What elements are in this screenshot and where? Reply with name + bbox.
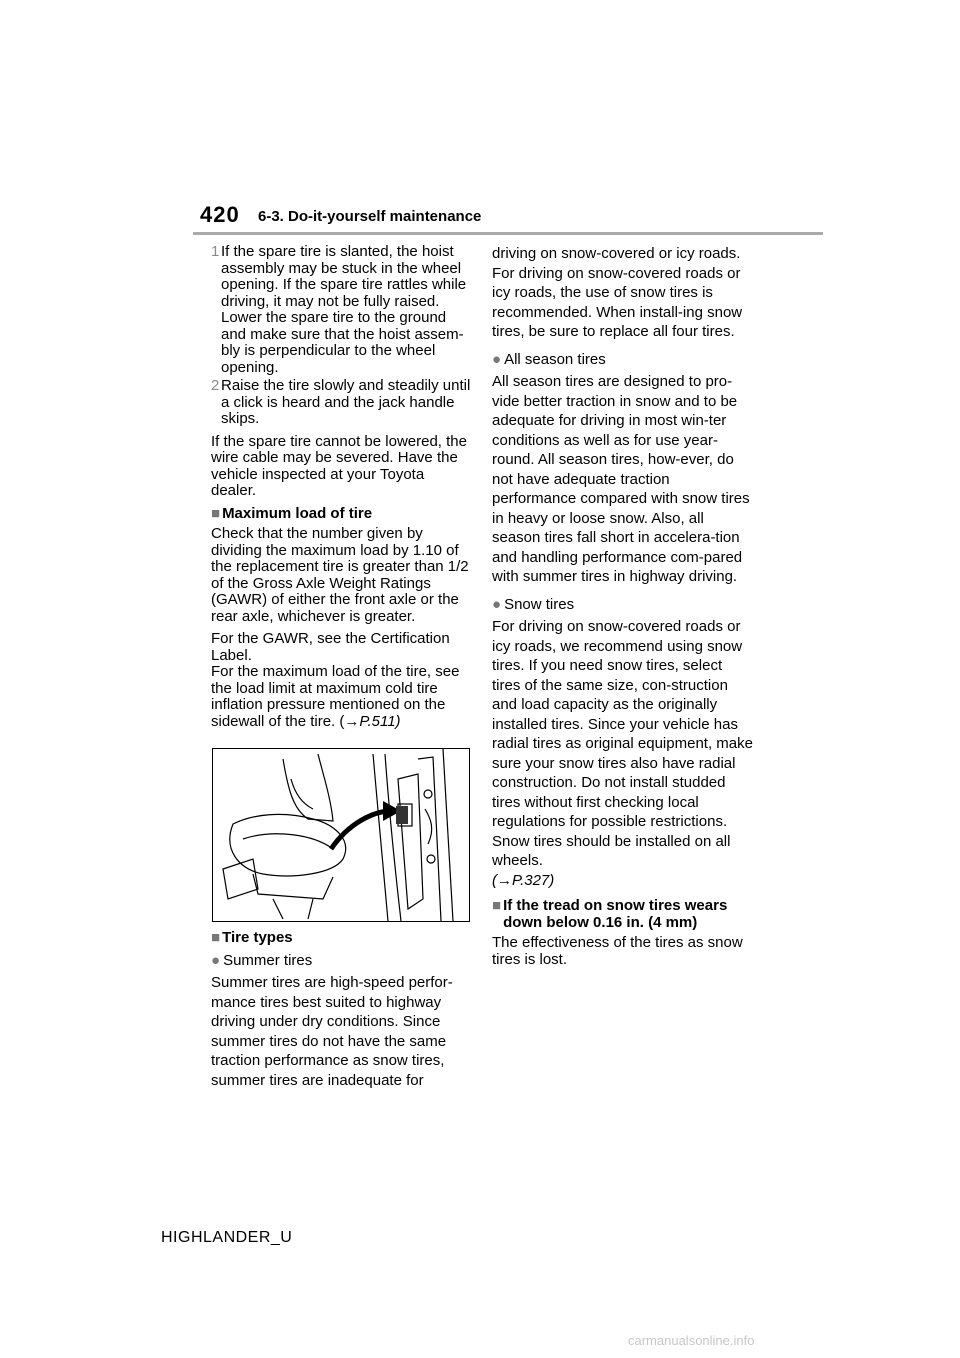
- door-pillar-label-illustration: [212, 748, 470, 922]
- summer-tires-bullet: [211, 951, 473, 971]
- max-load-paragraph-1: Check that the number given by dividing the maximum load by 1.10 of the replacement tire is greater than 1/2 of the Gross Axle Weight Ratings (GAWR) of either the front axle or the rear axle, whichever is greater.: [211, 525, 469, 625]
- numbered-item-1: [211, 244, 473, 376]
- bullet-text: All season tires: [504, 350, 606, 368]
- snow-tires-paragraph: [492, 617, 754, 890]
- summer-tires-continued: driving on snow-covered or icy roads. For driving on snow-covered roads or icy roads, the use of snow tires is recommended. When install-ing snow tires, be sure to replace all four tires.: [492, 245, 743, 340]
- page-reference-link[interactable]: →P.511): [344, 712, 401, 730]
- summer-tires-paragraph: Summer tires are high-speed perfor-mance tires best suited to highway driving under dry conditions. Since summer tires do not have the same traction performance as snow tires, summer tires are inadequate for: [211, 974, 453, 1089]
- item-number: 1: [211, 243, 220, 260]
- watermark: carmanualsonline.info: [628, 1333, 755, 1348]
- bullet-text: Summer tires: [223, 951, 313, 969]
- footer-model: HIGHLANDER_U: [161, 1229, 293, 1246]
- car-seat-door-illustration: [213, 749, 469, 921]
- all-season-tires-bullet: [492, 350, 754, 370]
- left-column: [211, 244, 473, 1096]
- page-reference-link[interactable]: (→P.327): [492, 871, 555, 889]
- section-title: 6-3. Do-it-yourself maintenance: [258, 208, 482, 225]
- round-bullet-icon: ●: [492, 350, 502, 368]
- heading-text: Tire types: [222, 929, 293, 946]
- item-text: Raise the tire slowly and steadily until a click is heard and the jack handle skips.: [221, 377, 471, 427]
- warning-paragraph: If the spare tire cannot be lowered, the wire cable may be severed. Have the vehicle inspected at your Toyota dealer.: [211, 432, 467, 499]
- item-text: If the spare tire is slanted, the hoist assembly may be stuck in the wheel opening. If the spare tire rattles while driving, it may not be fully raised. Lower the spare tire to the ground and make sure that the hoist assem-bly is perpendicular to the wheel opening.: [221, 243, 467, 376]
- square-bullet-icon: ■: [211, 929, 221, 946]
- snow-tires-bullet: [492, 595, 754, 615]
- heading-text: If the tread on snow tires wears down below 0.16 in. (4 mm): [503, 897, 728, 931]
- gawr-text: For the GAWR, see the Certification Label.: [211, 630, 450, 664]
- bullet-text: Snow tires: [504, 595, 575, 613]
- max-load-heading: [211, 506, 473, 523]
- all-season-paragraph: All season tires are designed to pro-vide better traction in snow and to be adequate for driving in most win-ter conditions as well as for use year-round. All season tires, how-ever, do not have adequate traction performance compared with snow tires in heavy or loose snow. Also, all season tires fall short in accelera-tion and handling performance com-pared with summer tires in highway driving.: [492, 373, 750, 585]
- heading-text: Maximum load of tire: [222, 504, 373, 522]
- numbered-item-2: [211, 378, 473, 428]
- right-column: [492, 244, 754, 974]
- tire-types-heading: [211, 930, 473, 947]
- tread-heading: [492, 898, 754, 931]
- square-bullet-icon: ■: [492, 897, 502, 914]
- item-number: 2: [211, 377, 220, 394]
- max-load-text: For the maximum load of the tire, see the load limit at maximum cold tire inflation pressure mentioned on the sidewall of the tire. (: [211, 663, 460, 730]
- page-number: 420: [200, 202, 240, 227]
- header-rule: [193, 232, 823, 235]
- square-bullet-icon: ■: [211, 504, 221, 522]
- tread-paragraph: The effectiveness of the tires as snow tires is lost.: [492, 934, 743, 968]
- snow-tires-text: For driving on snow-covered roads or icy roads, we recommend using snow tires. If you need snow tires, select tires of the same size, con-struction and load capacity as the originally installed tires. Since your vehicle has radial tires as original equipment, make sure your snow tires also have radial construction. Do not install studded tires without first checking local regulations for possible restrictions. Snow tires should be installed on all wheels.: [492, 618, 753, 869]
- round-bullet-icon: ●: [211, 951, 221, 969]
- round-bullet-icon: ●: [492, 595, 502, 613]
- max-load-paragraph-2: [211, 631, 473, 730]
